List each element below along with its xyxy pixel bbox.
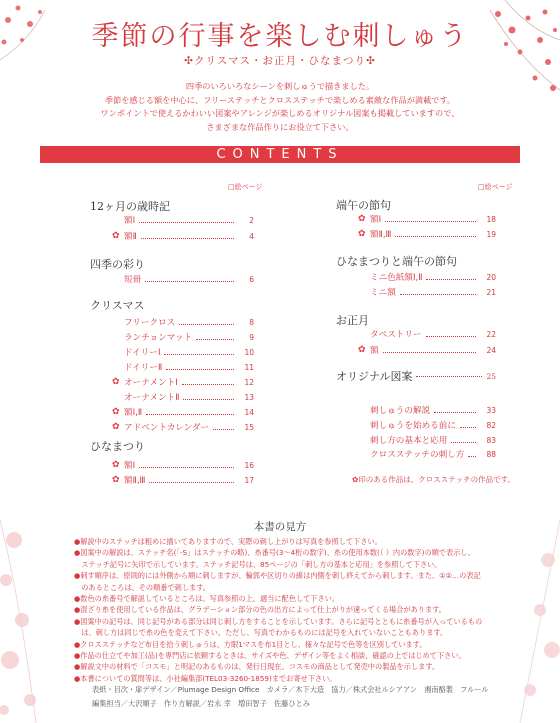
credits-line: 編集担当／大沢順子 作り方解説／岩永 幸 増田智子 佐藤ひとみ (92, 699, 310, 708)
toc-item-label: ドイリーⅡ (124, 363, 163, 373)
toc-item-page: 20 (486, 272, 496, 282)
toc-section-label: オリジナル図案 (336, 370, 413, 383)
book-subtitle: ✣クリスマス・お正月・ひなまつり✣ (184, 55, 376, 67)
toc-item-page: 8 (249, 317, 254, 327)
howto-title: 本書の見方 (253, 521, 307, 533)
toc-item (358, 434, 496, 446)
toc-item-label: 短冊 (124, 275, 142, 285)
intro-line: 季節を感じる額を中心に、フリーステッチとクロスステッチで楽しめる素敵な作品が満載です。 (104, 94, 456, 105)
toc-item-label: 額 (370, 346, 379, 356)
toc-item-page: 82 (486, 420, 496, 430)
toc-item-label: 額Ⅱ,Ⅲ (124, 476, 146, 486)
leader-dots (460, 427, 476, 428)
toc-item (358, 328, 496, 340)
flower-mark-icon: ✿ (358, 214, 366, 224)
flower-mark-icon: ✿ (352, 475, 359, 484)
leader-dots (416, 376, 482, 377)
toc-item-label: ドイリーⅠ (124, 348, 161, 358)
leader-dots (179, 324, 234, 325)
toc-item-label: 額Ⅰ (124, 216, 136, 226)
leader-dots (196, 339, 234, 340)
toc-item-page: 19 (486, 229, 496, 239)
howto-text (74, 536, 534, 684)
toc-item-label: 額Ⅰ (370, 215, 382, 225)
toc-section-title: ひなまつり (90, 440, 145, 453)
toc-item-label: ランチョンマット (124, 333, 193, 343)
leader-dots (400, 294, 476, 295)
credits (92, 683, 489, 711)
howto-line: ステッチ記号に矢印で示しています。ステッチ記号は、85ページの「刺し方の基本と応用」を参照して下さい。 (74, 559, 442, 569)
cross-stitch-note (352, 474, 515, 485)
toc-item-page: 16 (244, 460, 254, 470)
toc-section-page: 25 (486, 371, 496, 381)
toc-item-label: 額Ⅰ,Ⅱ (124, 408, 143, 418)
howto-line: ●混ざり糸を使用している作品は、グラデーション部分の色の出方によって仕上がりが違ってくる場合があります。 (74, 605, 446, 615)
credits-line: 表紙・目次・扉デザイン／Plumage Design Office カメラ／木下大造 協力／株式会社ルシアアン 湘南酪製 フルール (92, 685, 489, 694)
toc-item-page: 88 (486, 449, 496, 459)
intro-line: さまざまな作品作りにお役立て下さい。 (206, 121, 354, 132)
toc-section-title: 四季の彩り (90, 258, 145, 271)
toc-item-page: 12 (244, 377, 254, 387)
leader-dots (149, 482, 234, 483)
toc-item-label: フリークロス (124, 318, 176, 328)
toc-section-title (336, 368, 496, 384)
toc-item-page: 33 (486, 405, 496, 415)
howto-line: ●本書についての質問等は、小社編集部(TEL03-3260-1859)までお寄せ下さい。 (74, 673, 337, 683)
toc-item (112, 406, 254, 418)
intro-text (60, 80, 500, 134)
toc-item-label: 刺し方の基本と応用 (370, 436, 448, 446)
toc-item (112, 331, 254, 343)
toc-item (112, 346, 254, 358)
toc-section-title: 12ヶ月の歳時記 (90, 200, 170, 213)
toc-item-page: 10 (244, 347, 254, 357)
flower-mark-icon: ✿ (112, 475, 120, 485)
howto-line: ●刺す順序は、原則的には外側から順に刺しますが、輪郭や区切りの線は内側を刺し終えてから刺します。また、①②…の表記 (74, 571, 481, 581)
toc-item (112, 376, 254, 388)
toc-item-label: クロスステッチの刺し方 (370, 450, 465, 460)
leader-dots (434, 412, 476, 413)
toc-item-label: アドベントカレンダー (124, 423, 210, 433)
toc-section-title: クリスマス (90, 299, 145, 312)
howto-line: ●クロスステッチなど布目を拾う刺しゅうは、方眼1マスを布1目とし、様々な記号で色等を区別しています。 (74, 639, 427, 649)
leader-dots (139, 467, 234, 468)
toc-item-label: タペストリー (370, 330, 422, 340)
leader-dots (145, 281, 234, 282)
toc-item (112, 214, 254, 226)
toc-item-label: 額Ⅱ,Ⅲ (370, 230, 392, 240)
toc-item-page: 21 (486, 287, 496, 297)
toc-item-page: 17 (244, 475, 254, 485)
flower-mark-icon: ✿ (112, 460, 120, 470)
toc-item (358, 419, 496, 431)
leader-dots (166, 369, 234, 370)
howto-line: ●数色の糸番号で解説しているところは、写真参照の上、適当に配色して下さい。 (74, 594, 340, 604)
toc-item-label: 額Ⅰ (124, 461, 136, 471)
toc-item (112, 474, 254, 486)
leader-dots (451, 442, 476, 443)
toc-item (112, 273, 254, 285)
toc-item (112, 361, 254, 373)
toc-item-label: ミニ色紙額Ⅰ,Ⅱ (370, 273, 423, 283)
leader-dots (146, 414, 234, 415)
toc-item (358, 213, 496, 225)
page-label-right: □絵ページ (478, 183, 513, 191)
toc-item-page: 24 (486, 345, 496, 355)
toc-item-label: オーナメントⅠ (124, 378, 178, 388)
intro-line: ワンポイントで使えるかわいい図案やアレンジが楽しめるオリジナル図案も掲載していますので、 (100, 108, 460, 118)
toc-item-page: 6 (249, 274, 254, 284)
toc-item-label: 刺しゅうの解説 (370, 406, 431, 416)
leader-dots (383, 352, 476, 353)
howto-line: ●図案中の記号は、同じ記号がある部分は同じ刺し方をすることを示しています。さらに記号とともに糸番号が入っているもの (74, 616, 483, 626)
flower-mark-icon: ✿ (358, 229, 366, 239)
toc-item (358, 404, 496, 416)
leader-dots (426, 336, 476, 337)
toc-section-title: ひなまつりと端午の節句 (336, 255, 457, 268)
contents-header-bar: CONTENTS (40, 146, 520, 163)
leader-dots (164, 354, 234, 355)
leader-dots (139, 222, 234, 223)
toc-item (358, 344, 496, 356)
toc-item (358, 228, 496, 240)
toc-item-page: 14 (244, 407, 254, 417)
toc-item (112, 459, 254, 471)
howto-line: ●解説中のステッチは粗めに描いてありますので、実際の刺し上がりは写真を参照して下さい。 (74, 537, 382, 546)
note-text: 印のある作品は、クロスステッチの作品です。 (358, 475, 516, 484)
leader-dots (141, 238, 234, 239)
toc-item-label: 額Ⅱ (124, 232, 137, 242)
toc-item (358, 286, 496, 298)
flower-mark-icon: ✿ (112, 231, 120, 241)
toc-item-page: 9 (249, 332, 254, 342)
howto-line: ●作品の仕立てや加工(品)を専門店に依頼するときは、サイズや色、デザイン等をよく相談、確認の上ではじめて下さい。 (74, 651, 466, 661)
toc-item (358, 271, 496, 283)
howto-line: は、刺し方は同じで糸の色を変えて下さい。ただし、写真でわかるものには記号を入れていないこともあります。 (74, 628, 448, 638)
toc-item (358, 448, 496, 460)
toc-item (112, 316, 254, 328)
leader-dots (385, 221, 476, 222)
toc-item-page: 83 (486, 435, 496, 445)
leader-dots (213, 429, 234, 430)
blossom-bottom-left (0, 520, 36, 723)
flower-mark-icon: ✿ (112, 407, 120, 417)
flower-mark-icon: ✿ (358, 345, 366, 355)
toc-item-page: 11 (244, 362, 254, 372)
leader-dots (182, 384, 234, 385)
toc-item-page: 22 (486, 329, 496, 339)
howto-line: のあるところは、その順番で刺します。 (74, 582, 210, 592)
howto-line: ●図案中の解説は、ステッチ名(「-S」はステッチの略)、糸番号(3〜4桁の数字)、糸の使用本数(（ ）内の数字)の順で表示し、 (74, 548, 475, 558)
leader-dots (468, 456, 476, 457)
toc-item-page: 2 (249, 215, 254, 225)
toc-item-page: 4 (249, 231, 254, 241)
toc-section-title: 端午の節句 (336, 199, 391, 212)
toc-item (112, 421, 254, 433)
leader-dots (395, 236, 476, 237)
flower-mark-icon: ✿ (112, 422, 120, 432)
toc-item-label: オーナメントⅡ (124, 393, 180, 403)
toc-item-page: 13 (244, 392, 254, 402)
howto-line: ●解説文中の材料で「コスモ」と明記のあるものは、発行日現在、コスモの商品として発売中の製品を示します。 (74, 662, 440, 672)
flower-mark-icon: ✿ (112, 377, 120, 387)
toc-item-label: ミニ額 (370, 288, 396, 298)
toc-item-page: 18 (486, 214, 496, 224)
book-title: 季節の行事を楽しむ刺しゅう (91, 21, 469, 52)
leader-dots (426, 279, 476, 280)
toc-item-label: 刺しゅうを始める前に (370, 421, 456, 431)
leader-dots (183, 399, 234, 400)
intro-line: 四季のいろいろなシーンを刺しゅうで描きました。 (185, 81, 375, 91)
toc-item-page: 15 (244, 422, 254, 432)
toc-item (112, 391, 254, 403)
toc-item (112, 230, 254, 242)
page-label-left: □絵ページ (228, 183, 263, 191)
toc-section-title: お正月 (336, 314, 369, 327)
